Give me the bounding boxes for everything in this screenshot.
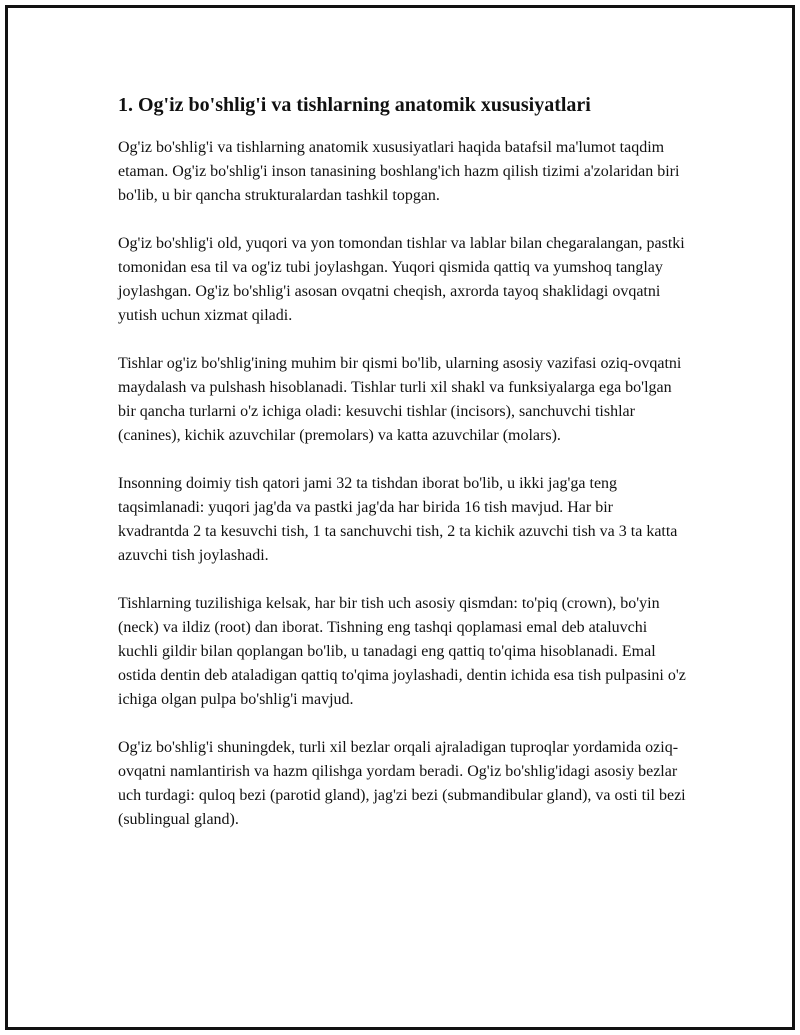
paragraph-oral-cavity-boundaries: Og'iz bo'shlig'i old, yuqori va yon tomondan tishlar va lablar bilan chegaralangan, pastki tomonidan esa til va og'iz tubi joylashgan. Yuqori qismida qattiq va yumshoq tanglay joylashgan. Og'iz bo'shlig'i asosan ovqatni cheqish, axrorda tayoq shaklidagi ovqatni yutish uchun xizmat qiladi. [118, 235, 685, 324]
paragraph-salivary-glands: Og'iz bo'shlig'i shuningdek, turli xil bezlar orqali ajraladigan tuproqlar yordamida oziq-ovqatni namlantirish va hazm qilishga yordam beradi. Og'iz bo'shlig'idagi asosiy bezlar uch turdagi: quloq bezi (parotid gland), jag'zi bezi (submandibular gland), va osti til bezi (sublingual gland). [118, 739, 686, 828]
paragraph-permanent-teeth: Insonning doimiy tish qatori jami 32 ta tishdan iborat bo'lib, u ikki jag'ga teng taqsimlanadi: yuqori jag'da va pastki jag'da har birida 16 tish mavjud. Har bir kvadrantda 2 ta kesuvchi tish, 1 ta sanchuvchi tish, 2 ta kichik azuvchi tish va 3 ta katta azuvchi tish joylashadi. [118, 475, 678, 564]
section-heading: 1. Og'iz bo'shlig'i va tishlarning anatomik xususiyatlari [118, 94, 591, 116]
document-body [118, 92, 688, 856]
paragraph-tooth-structure: Tishlarning tuzilishiga kelsak, har bir tish uch asosiy qismdan: to'piq (crown), bo'yin (neck) va ildiz (root) dan iborat. Tishning eng tashqi qoplamasi emal deb ataluvchi kuchli gildir bilan qoplangan bo'lib, u tanadagi eng qattiq to'qima hisoblanadi. Emal ostida dentin deb ataladigan qattiq to'qima joylashadi, dentin ichida esa tish pulpasini o'z ichiga olgan pulpa bo'shlig'i mavjud. [118, 595, 686, 708]
paragraph-teeth-types: Tishlar og'iz bo'shlig'ining muhim bir qismi bo'lib, ularning asosiy vazifasi oziq-ovqatni maydalash va pulshash hisoblanadi. Tishlar turli xil shakl va funksiyalarga ega bo'lgan bir qancha turlarni o'z ichiga oladi: kesuvchi tishlar (incisors), sanchuvchi tishlar (canines), kichik azuvchilar (premolars) va katta azuvchilar (molars). [118, 355, 682, 444]
paragraph-intro: Og'iz bo'shlig'i va tishlarning anatomik xususiyatlari haqida batafsil ma'lumot taqdim etaman. Og'iz bo'shlig'i inson tanasining boshlang'ich hazm qilish tizimi a'zolaridan biri bo'lib, u bir qancha strukturalardan tashkil topgan. [118, 139, 680, 204]
